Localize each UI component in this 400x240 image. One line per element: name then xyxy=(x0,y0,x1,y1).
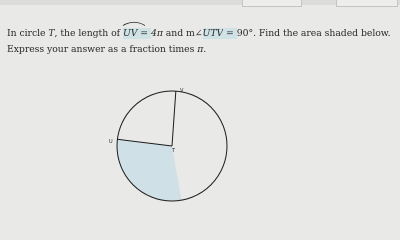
text-segment: and m∠ xyxy=(162,28,203,39)
point-label-u: U xyxy=(109,139,113,145)
arc-name: UV xyxy=(122,28,138,39)
equals-sign: = xyxy=(223,28,237,39)
circle-name: T xyxy=(48,28,55,39)
text-segment: In circle xyxy=(7,28,49,39)
text-segment: . xyxy=(203,44,207,55)
radius-tv xyxy=(172,91,176,146)
pi-symbol: π xyxy=(197,44,204,55)
angle-measure-value: 90° xyxy=(236,28,254,39)
text-segment: Express your answer as a fraction times xyxy=(7,44,198,55)
text-segment: . Find the area shaded below. xyxy=(253,28,391,39)
arc-length-value: 4π xyxy=(150,28,163,39)
angle-name: UTV xyxy=(202,28,224,39)
text-segment: , the length of xyxy=(54,28,123,39)
equals-sign: = xyxy=(137,28,151,39)
point-label-v: V xyxy=(180,88,184,94)
point-label-t: T xyxy=(172,148,176,154)
